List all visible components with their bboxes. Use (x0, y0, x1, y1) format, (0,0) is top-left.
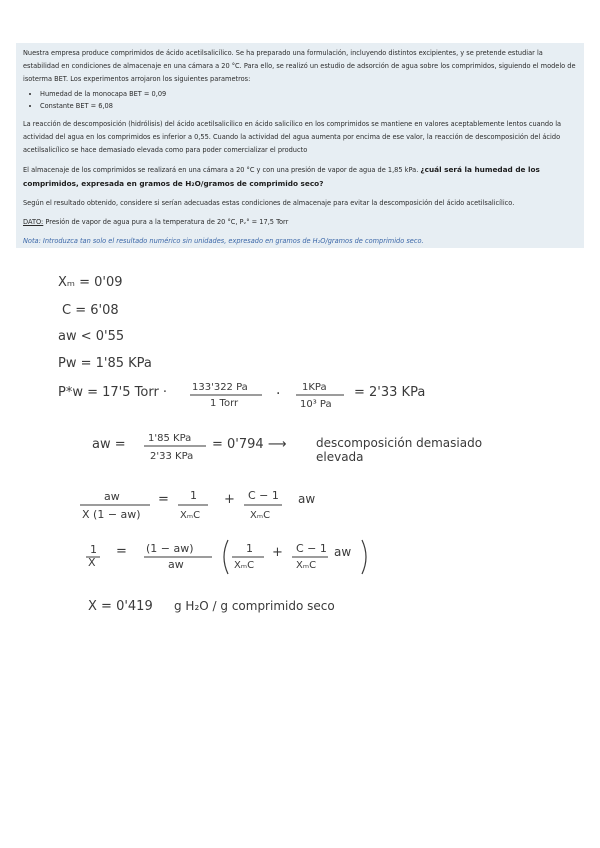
hw-bet-left-num: aw (104, 490, 120, 503)
param-bet-constant: • Constante BET = 6,08 (40, 100, 577, 112)
dato-label: DATO: (23, 218, 44, 226)
hw-conv2-num: 1KPa (302, 382, 327, 393)
hw-inv-c-minus-1: C − 1 (296, 542, 327, 555)
hw-inv-x: X (88, 556, 96, 569)
hw-conv1-den: 1 Torr (210, 398, 239, 409)
hw-inv-one-2: 1 (246, 542, 253, 555)
hw-aw-comment-1: descomposición demasiado (316, 436, 483, 450)
hw-dot: · (276, 386, 281, 402)
hw-bet-equals: = (158, 492, 169, 507)
hw-bet-aw: aw (298, 492, 316, 506)
hw-pw: Pw = 1'85 KPa (58, 356, 152, 371)
hw-bet-c-minus-1: C − 1 (248, 489, 279, 502)
hw-inv-one: 1 (90, 543, 97, 556)
note-text: Nota: Introduzca tan solo el resultado numérico sin unidades, expresado en gramos de H₂O/gramos de comprimido seco. (23, 237, 424, 245)
hw-bet-xmc-2: XₘC (250, 510, 271, 521)
hw-inv-aw: aw (334, 545, 352, 559)
follow-up-paragraph: Según el resultado obtenido, considere si serían adecuadas estas condiciones de almacenaje para evitar la descomposición del ácido acetilsalicílico. (23, 199, 515, 207)
hw-pw-star-result: = 2'33 KPa (354, 385, 426, 400)
hw-aw-num: 1'85 KPa (148, 433, 192, 444)
hw-pw-star: P*w = 17'5 Torr · (58, 385, 168, 400)
hw-c: C = 6'08 (62, 303, 119, 318)
hw-bet-one: 1 (190, 489, 197, 502)
hw-x-result: X = 0'419 (88, 599, 153, 614)
hw-inv-xmc-2: XₘC (296, 560, 317, 571)
hw-inv-one-minus-aw: (1 − aw) (146, 542, 194, 555)
intro-paragraph: Nuestra empresa produce comprimidos de ácido acetilsalicílico. Se ha preparado una formulación, incluyendo distintos excipientes, y se pretende estudiar la estabilidad en condiciones de almacenaje en una cámara a 20 °C. Para ello, se realizó un estudio de adsorción de agua sobre los comprimidos, siguiendo el modelo de isoterma BET. Los experimentos arrojaron los siguientes parametros: (23, 49, 576, 83)
hw-inv-equals: = (116, 544, 127, 559)
storage-text: El almacenaje de los comprimidos se realizará en una cámara a 20 °C y con una presión de vapor de agua de 1,85 kPa. (23, 166, 419, 174)
hw-aw-lhs: aw = (92, 437, 126, 452)
hw-conv2-den: 10³ Pa (300, 399, 332, 410)
hw-left-paren (224, 540, 228, 574)
hw-xm: Xₘ = 0'09 (58, 275, 123, 290)
reaction-paragraph: La reacción de descomposición (hidrólisis) del ácido acetilsalicílico en ácido salicílico en los comprimidos se mantiene en valores aceptablemente lentos cuando la actividad del agua en los comprimidos es inferior a 0,55. Cuando la actividad del agua aumenta por encima de ese valor, la reacción de descomposición del ácido acetilsalicílico se hace demasiado elevada como para poder comercializar el producto (23, 120, 562, 154)
hw-aw-result: = 0'794 ⟶ (212, 437, 287, 452)
hw-bet-left-den: X (1 − aw) (82, 508, 141, 521)
hw-aw-comment-2: elevada (316, 450, 364, 464)
param-monolayer: • Humedad de la monocapa BET = 0,09 (40, 88, 577, 100)
hw-inv-plus: + (272, 545, 283, 560)
dato-text: Presión de vapor de agua pura a la temperatura de 20 °C, Pᵥ° = 17,5 Torr (45, 218, 289, 226)
hw-aw-den: 2'33 KPa (150, 451, 194, 462)
hw-inv-xmc-1: XₘC (234, 560, 255, 571)
hw-conv1-num: 133'322 Pa (192, 382, 248, 393)
hw-bet-plus: + (224, 492, 235, 507)
hw-inv-aw-den: aw (168, 558, 184, 571)
hw-bet-xmc-1: XₘC (180, 510, 201, 521)
hw-aw-limit: aw < 0'55 (58, 329, 125, 344)
hw-x-units: g H₂O / g comprimido seco (174, 599, 335, 613)
question-text: ¿cuál será la humedad de los comprimidos, expresada en gramos de H₂O/gramos de comprimido seco? (23, 165, 540, 188)
hw-right-paren (362, 540, 366, 574)
